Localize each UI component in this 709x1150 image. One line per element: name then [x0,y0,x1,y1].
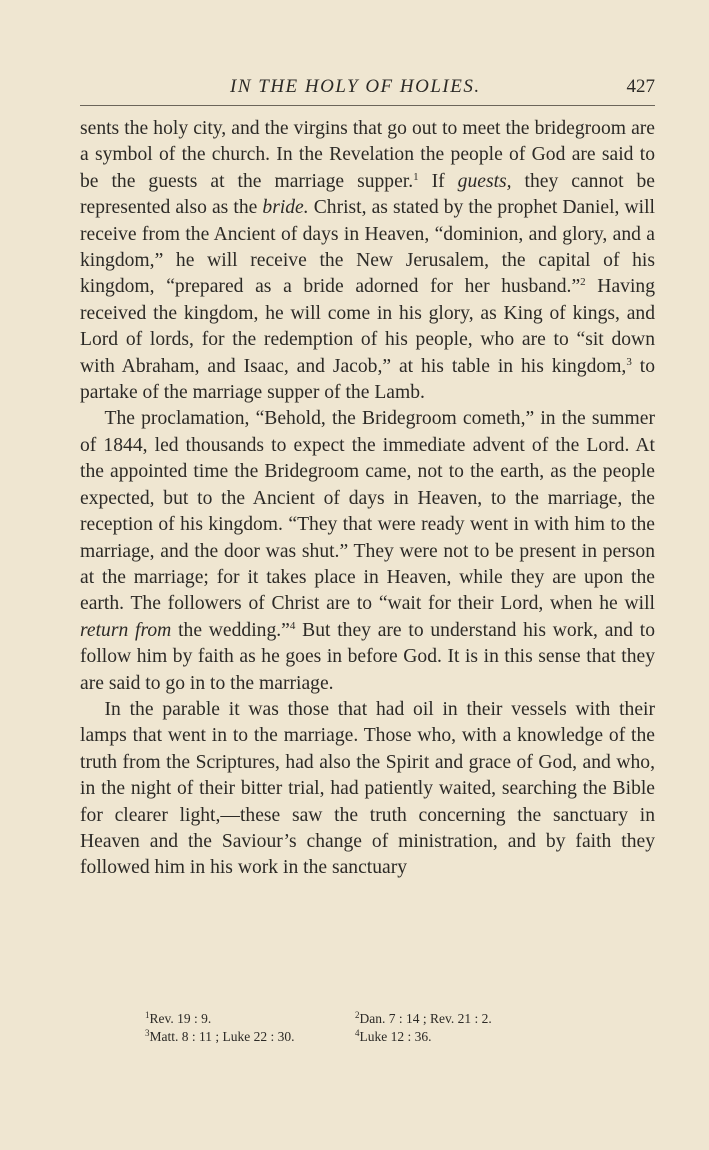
emphasis: return from [80,619,172,641]
footnote [145,1010,355,1028]
running-head: IN THE HOLY OF HOLIES. [230,76,481,97]
footnote [355,1028,565,1046]
emphasis: guests, [457,170,512,192]
footnote-row [145,1028,565,1046]
header-rule [80,105,655,106]
footnote-text: Matt. 8 : 11 ; Luke 22 : 30. [149,1029,295,1044]
footnote-row [145,1010,565,1028]
footnote-mark: 4 [355,1028,360,1038]
footnote-ref: 2 [580,276,586,289]
footnotes [145,1010,565,1046]
footnote-text: Luke 12 : 36. [359,1029,432,1044]
footnote [355,1010,565,1028]
footnote-mark: 2 [355,1010,360,1020]
paragraph: In the parable it was those that had oil in their vessels with their lamps that went in to the marriage. Those who, with a knowledge of the truth from the Scriptures, had also the Spirit and grace of God, and who, in the night of their bitter trial, had patiently waited, searching the Bible for clearer light,—these saw the truth concerning the sanctuary in Heaven and the Saviour’s change of ministration, and by faith they followed him in his work in the sanctuary [80,698,655,879]
footnote-mark: 3 [145,1028,150,1038]
footnote-text: Dan. 7 : 14 ; Rev. 21 : 2. [359,1011,492,1026]
footnote-mark: 1 [145,1010,150,1020]
footnote-ref: 1 [413,170,419,183]
footnote-text: Rev. 19 : 9. [149,1011,212,1026]
footnote [145,1028,355,1046]
body-text [80,116,655,882]
footnote-ref: 3 [626,355,632,368]
footnote-ref: 4 [289,619,296,632]
page-number: 427 [626,76,655,97]
paragraph: sents the holy city, and the virgins that go out to meet the bridegroom are a symbol of the church. In the Revelation the people of God are said to be the guests at the marriage supper.$^1$ If guests, they cannot be represented also as the bride. Christ, as stated by the prophet Daniel, will receive from the Ancient of days in Heaven, “dominion, and glory, and a kingdom,” he will receive the New Jerusalem, the capital of his kingdom, “prepared as a bride adorned for her husband.”$^2$ Having received the kingdom, he will come in his glory, as King of kings, and Lord of lords, for the redemption of his people, who are to “sit down with Abraham, and Isaac, and Jacob,” at his table in his kingdom,$^3$ to partake of the marriage supper of the Lamb. [80,118,656,404]
paragraph: The proclamation, “Behold, the Bridegroom cometh,” in the summer of 1844, led thousands to expect the immediate advent of the Lord. At the appointed time the Bridegroom came, not to the earth, as the people expected, but to the Ancient of days in Heaven, to the marriage, the reception of his kingdom. “They that were ready went in with him to the marriage, and the door was shut.” They were not to be present in person at the marriage; for it takes place in Heaven, while they are upon the earth. The followers of Christ are to “wait for their Lord, when he will return from the wedding.”$^4$ But they are to understand his work, and to follow him by faith as he goes in before God. It is in this sense that they are said to go in to the marriage. [80,408,655,694]
page-header [80,72,655,102]
emphasis: bride. [262,197,309,219]
